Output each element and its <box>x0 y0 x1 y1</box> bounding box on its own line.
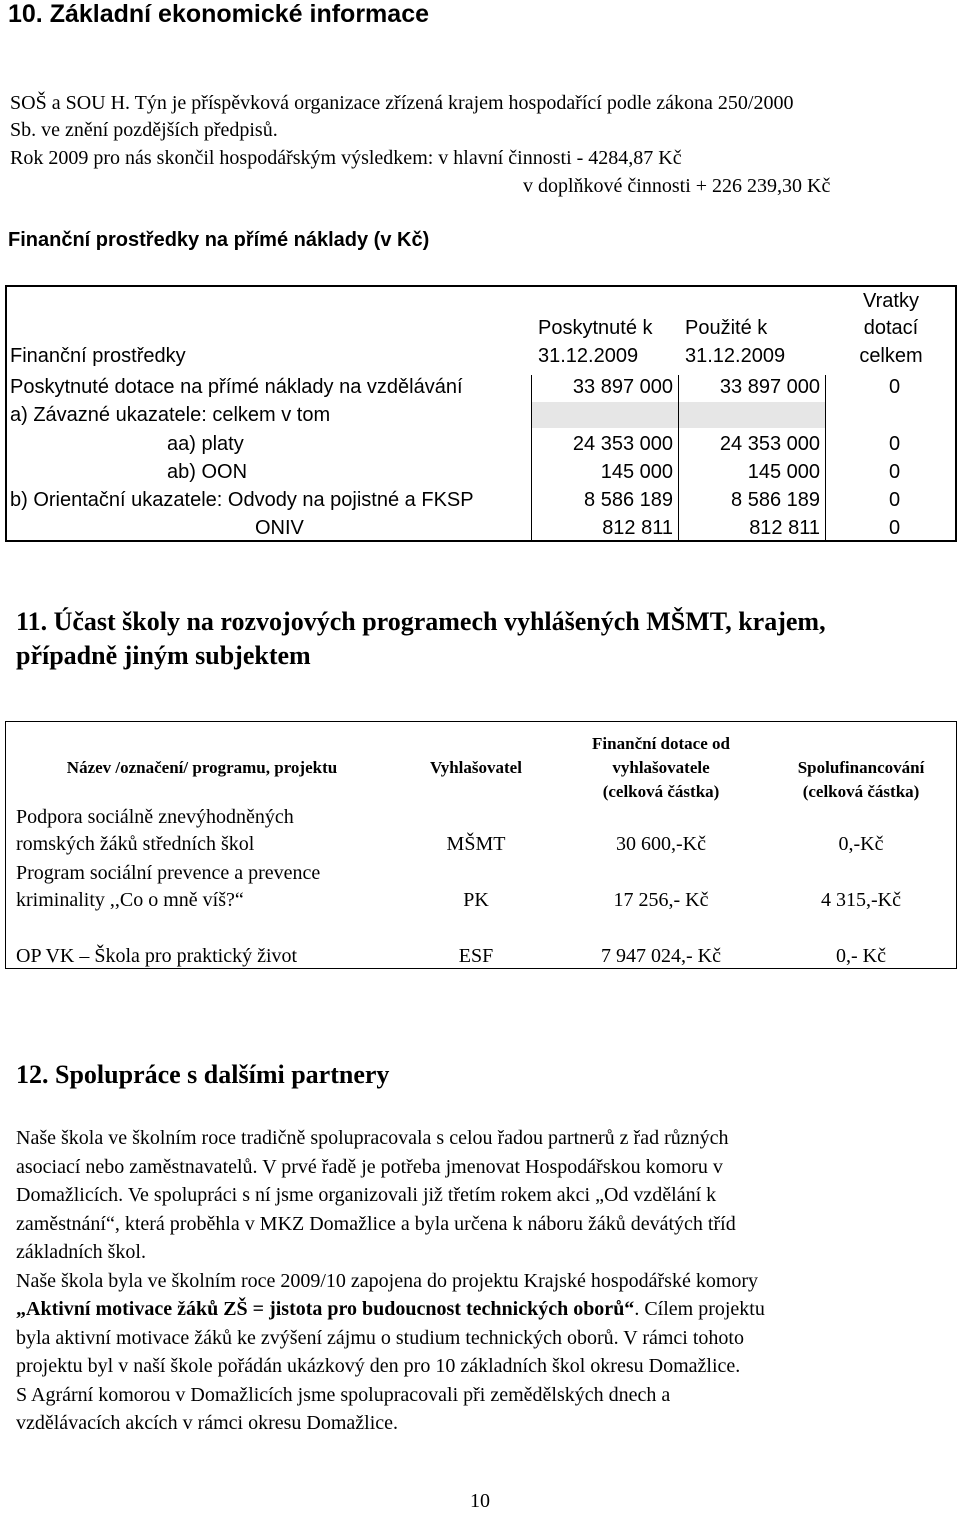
paragraph-line: Naše škola ve školním roce tradičně spolupracovala s celou řadou partnerů z řad různých <box>16 1127 729 1149</box>
header-program-name: Název /označení/ programu, projektu <box>66 758 338 777</box>
paragraph-line <box>16 1295 956 1324</box>
result-line-2: v doplňkové činnosti + 226 239,30 Kč <box>523 175 831 197</box>
paragraph-line: základních škol. <box>16 1241 146 1263</box>
table-cell-used: 8 586 189 <box>731 489 820 511</box>
header-returns-line-3: celkem <box>859 345 923 367</box>
empty-cell <box>679 402 825 428</box>
program-grant: 30 600,-Kč <box>616 833 706 855</box>
table-cell-provided: 145 000 <box>600 461 673 483</box>
paragraph-line: projektu byl v naší škole pořádán ukázkový den pro 10 základních škol okresu Domažlice. <box>16 1355 741 1377</box>
program-name-line-1: Podpora sociálně znevýhodněných <box>16 806 294 828</box>
table-cell-used: 145 000 <box>747 461 820 483</box>
table-cell-used: 24 353 000 <box>719 433 820 455</box>
table-row-label: ONIV <box>255 517 304 539</box>
paragraph-line: vzdělávacích akcích v rámci okresu Domažlice. <box>16 1412 399 1434</box>
paragraph-line: S Agrární komorou v Domažlicích jsme spolupracovali při zemědělských dnech a <box>16 1383 671 1406</box>
program-name-line-1: OP VK – Škola pro praktický život <box>16 945 298 967</box>
header-announcer: Vyhlašovatel <box>430 758 522 777</box>
header-provided-line-1: Poskytnuté k <box>538 317 653 339</box>
column-divider <box>825 375 826 540</box>
paragraph-line: Naše škola byla ve školním roce 2009/10 zapojena do projektu Krajské hospodářské komory <box>16 1269 759 1292</box>
section-11-heading-line-2: případně jiným subjektem <box>16 641 311 670</box>
table-row-label: ab) OON <box>167 461 248 483</box>
program-name-line-2: romských žáků středních škol <box>16 833 255 855</box>
program-name-line-1: Program sociální prevence a prevence <box>16 862 321 884</box>
header-returns-line-2: dotací <box>863 317 919 339</box>
table-cell-returns: 0 <box>889 461 901 483</box>
header-grant-line-3: (celková částka) <box>602 782 720 801</box>
program-announcer: ESF <box>458 945 494 967</box>
table-cell-returns: 0 <box>889 517 901 539</box>
header-used-line-2: 31.12.2009 <box>685 345 786 367</box>
programs-table <box>5 721 957 969</box>
table-row-label: Poskytnuté dotace na přímé náklady na vzdělávání <box>10 376 463 398</box>
table-cell-returns: 0 <box>889 376 901 398</box>
header-grant-line-1: Finanční dotace od <box>592 734 730 753</box>
table-row-label: aa) platy <box>167 433 244 455</box>
table-row-label: a) Závazné ukazatele: celkem v tom <box>10 404 331 426</box>
table-cell-provided: 24 353 000 <box>572 433 673 455</box>
header-used-line-1: Použité k <box>685 317 768 339</box>
header-financial-resources: Finanční prostředky <box>10 345 186 367</box>
column-divider <box>531 375 532 540</box>
paragraph-line: asociací nebo zaměstnavatelů. V prvé řadě je potřeba jmenovat Hospodářskou komoru v <box>16 1155 723 1178</box>
paragraph-line: byla aktivní motivace žáků ke zvýšení zájmu o studium technických oborů. V rámci tohoto <box>16 1326 744 1349</box>
table-cell-returns: 0 <box>889 433 901 455</box>
program-cofinancing: 0,-Kč <box>838 833 884 855</box>
header-cofinancing-line-1: Spolufinancování <box>797 758 925 777</box>
direct-costs-table <box>5 285 957 542</box>
paragraph-line: zaměstnání“, která proběhla v MKZ Domažlice a byla určena k náboru žáků devátých tříd <box>16 1212 736 1235</box>
intro-line-1: SOŠ a SOU H. Týn je příspěvková organizace zřízená krajem hospodařící podle zákona 250/2000 <box>10 92 794 114</box>
table-cell-provided: 812 811 <box>602 517 673 539</box>
program-announcer: PK <box>463 889 489 911</box>
partners-paragraph <box>16 1124 956 1438</box>
table-cell-returns: 0 <box>889 489 901 511</box>
header-returns-line-1: Vratky <box>863 290 919 312</box>
direct-costs-title: Finanční prostředky na přímé náklady (v Kč) <box>8 229 430 251</box>
program-cofinancing: 4 315,-Kč <box>821 889 901 911</box>
column-divider <box>678 375 679 540</box>
result-line-1: Rok 2009 pro nás skončil hospodářským výsledkem: v hlavní činnosti - 4284,87 Kč <box>10 147 682 169</box>
program-cofinancing: 0,- Kč <box>836 945 886 967</box>
paragraph-line: Domažlicích. Ve spolupráci s ní jsme organizovali již třetím rokem akci „Od vzdělání k <box>16 1184 717 1206</box>
program-name-line-2: kriminality ,,Co o mně víš?“ <box>16 889 244 911</box>
empty-cell <box>532 402 678 428</box>
table-cell-provided: 33 897 000 <box>572 376 673 398</box>
table-cell-used: 812 811 <box>749 517 820 539</box>
program-announcer: MŠMT <box>446 833 506 855</box>
project-name-bold: „Aktivní motivace žáků ZŠ = jistota pro budoucnost technických oborů“ <box>16 1298 635 1320</box>
header-grant-line-2: vyhlašovatele <box>612 758 710 777</box>
table-row-label: b) Orientační ukazatele: Odvody na pojistné a FKSP <box>10 489 474 511</box>
table-cell-used: 33 897 000 <box>719 376 820 398</box>
page-number: 10 <box>470 1490 490 1512</box>
header-cofinancing-line-2: (celková částka) <box>802 782 920 801</box>
intro-line-2: Sb. ve znění pozdějších předpisů. <box>10 119 278 141</box>
program-grant: 17 256,- Kč <box>613 889 709 911</box>
table-cell-provided: 8 586 189 <box>584 489 673 511</box>
section-10-heading: 10. Základní ekonomické informace <box>8 0 429 28</box>
header-provided-line-2: 31.12.2009 <box>538 345 639 367</box>
program-grant: 7 947 024,- Kč <box>601 945 721 967</box>
section-12-heading: 12. Spolupráce s dalšími partnery <box>16 1060 390 1089</box>
paragraph-text: . Cílem projektu <box>634 1298 765 1320</box>
section-11-heading-line-1: 11. Účast školy na rozvojových programech vyhlášených MŠMT, krajem, <box>16 607 826 636</box>
